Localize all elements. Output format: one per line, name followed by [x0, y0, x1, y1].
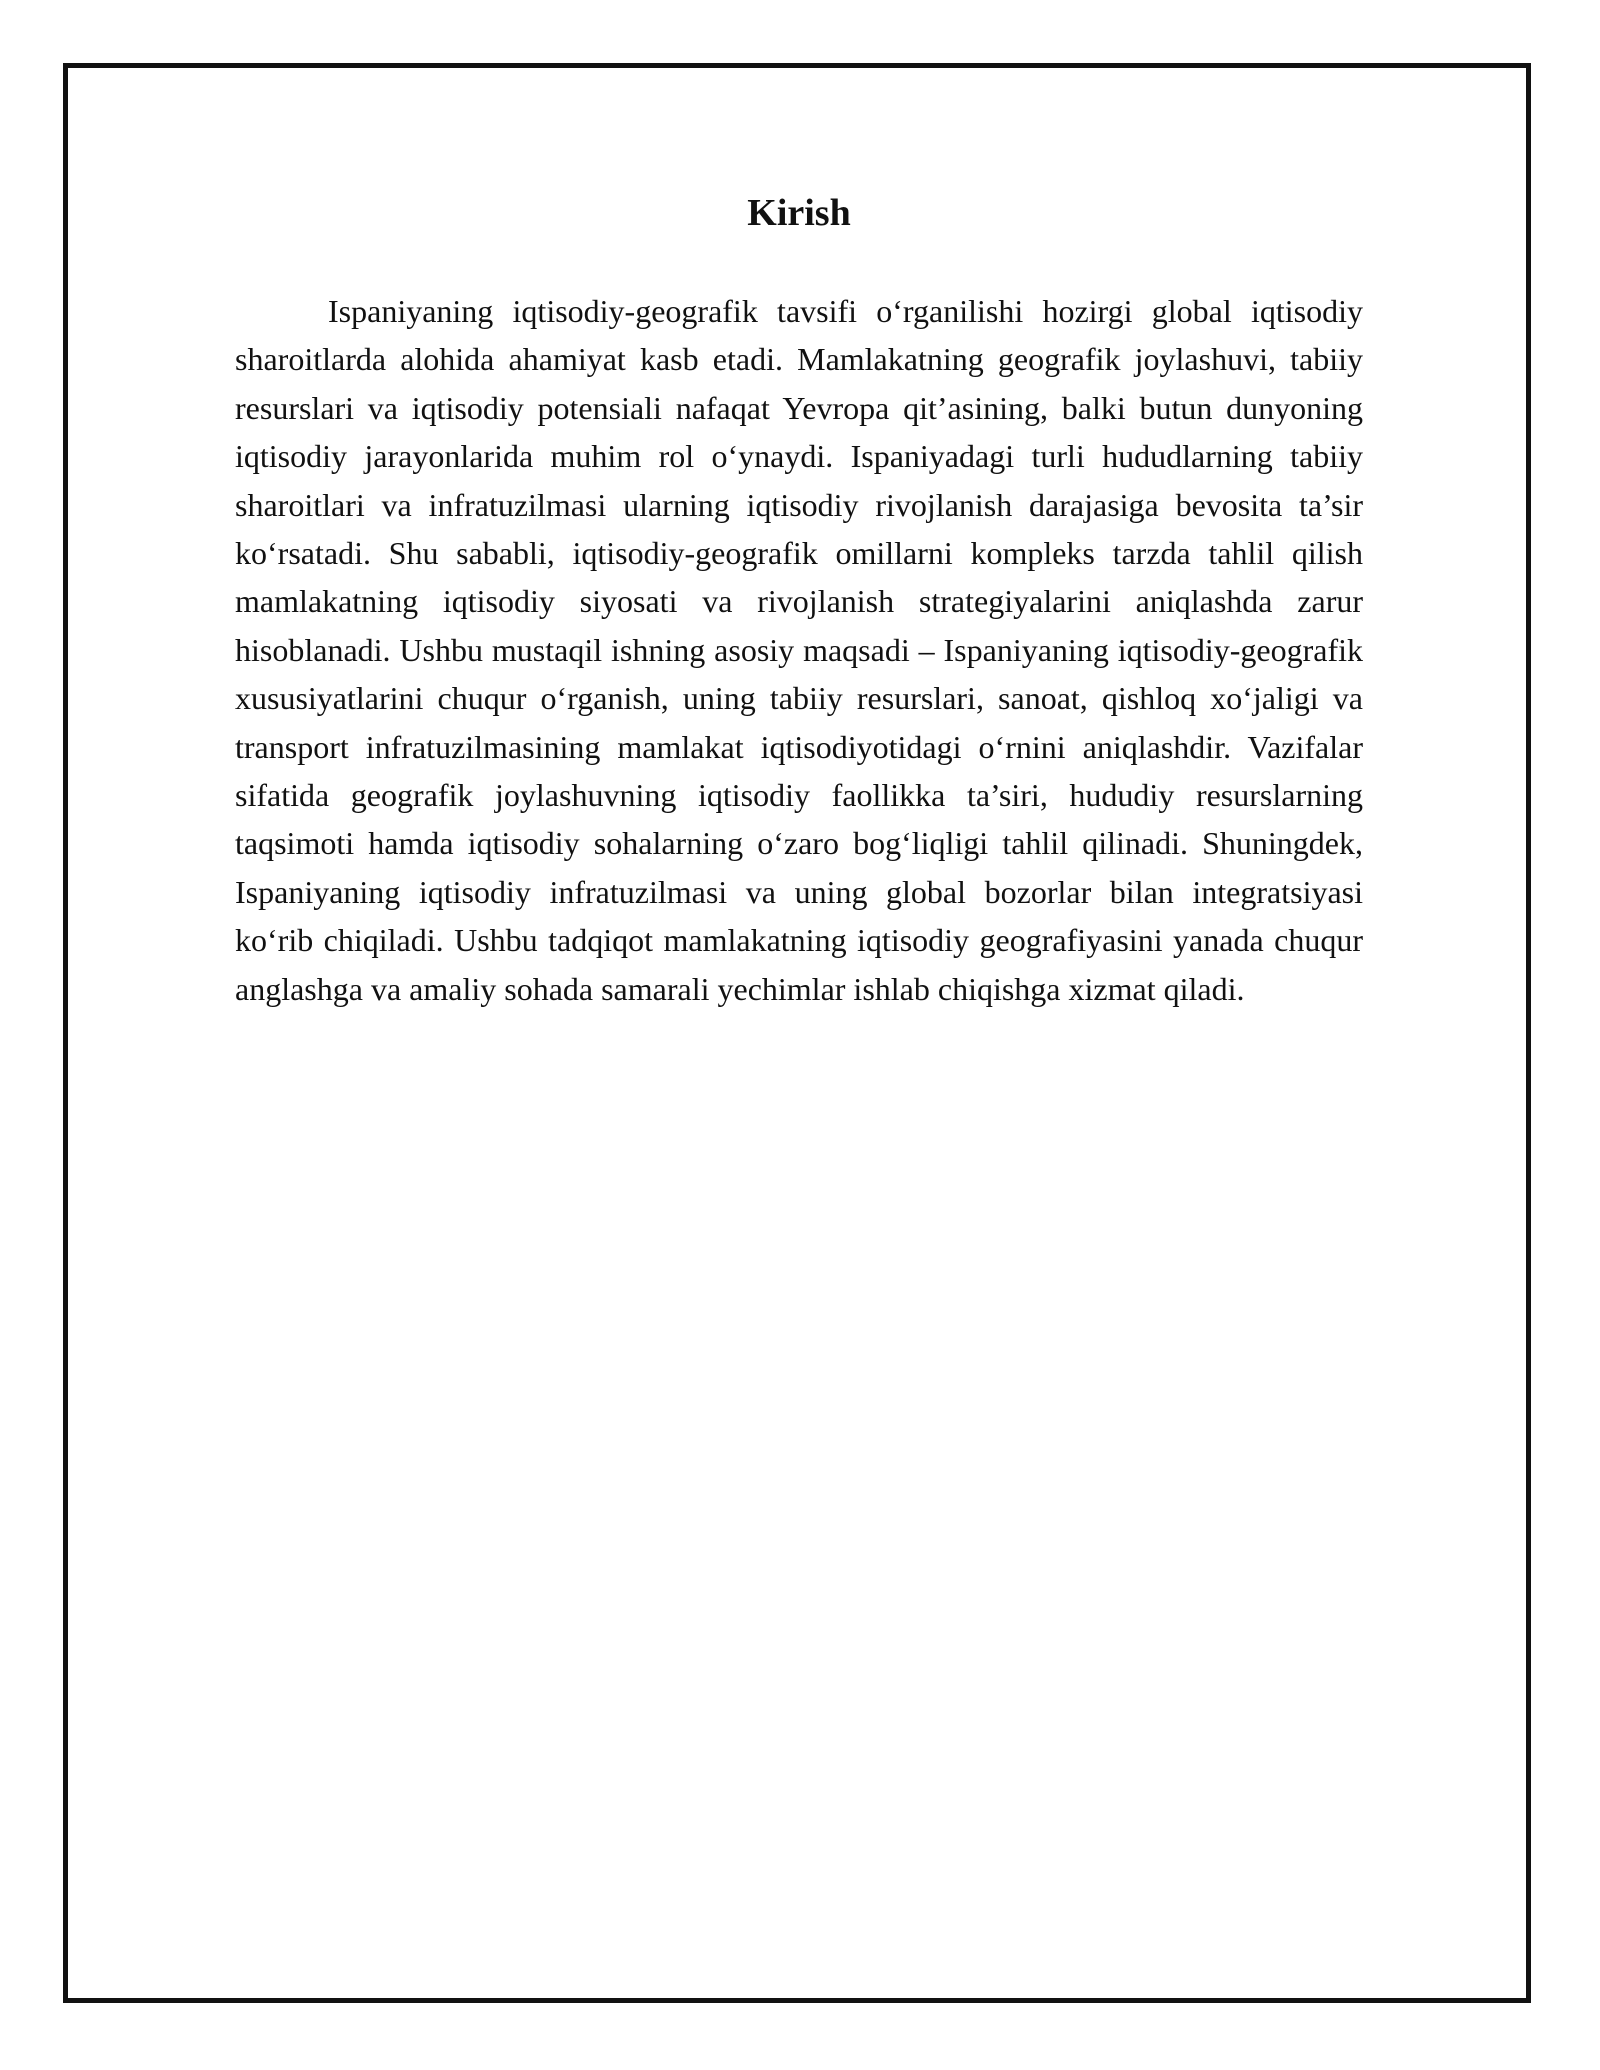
- document-title: Kirish: [747, 192, 851, 234]
- body-paragraph: Ispaniyaning iqtisodiy-geografik tavsifi o‘rganilishi hozirgi global iqtisodiy sharoitlarda alohida ahamiyat kasb etadi. Mamlakatning geografik joylashuvi, tabiiy resurslari va iqtisodiy potensiali nafaqat Yevropa qit’asining, balki butun dunyoning iqtisodiy jarayonlarida muhim rol o‘ynaydi. Ispaniyadagi turli hududlarning tabiiy sharoitlari va infratuzilmasi ularning iqtisodiy rivojlanish darajasiga bevosita ta’sir ko‘rsatadi. Shu sababli, iqtisodiy-geografik omillarni kompleks tarzda tahlil qilish mamlakatning iqtisodiy siyosati va rivojlanish strategiyalarini aniqlashda zarur hisoblanadi. Ushbu mustaqil ishning asosiy maqsadi – Ispaniyaning iqtisodiy-geografik xususiyatlarini chuqur o‘rganish, uning tabiiy resurslari, sanoat, qishloq xo‘jaligi va transport infratuzilmasining mamlakat iqtisodiyotidagi o‘rnini aniqlashdir. Vazifalar sifatida geografik joylashuvning iqtisodiy faollikka ta’siri, hududiy resurslarning taqsimoti hamda iqtisodiy sohalarning o‘zaro bog‘liqligi tahlil qilinadi. Shuningdek, Ispaniyaning iqtisodiy infratuzilmasi va uning global bozorlar bilan integratsiyasi ko‘rib chiqiladi. Ushbu tadqiqot mamlakatning iqtisodiy geografiyasini yanada chuqur anglashga va amaliy sohada samarali yechimlar ishlab chiqishga xizmat qiladi.: [235, 293, 1363, 1007]
- document-content: [235, 187, 1363, 1013]
